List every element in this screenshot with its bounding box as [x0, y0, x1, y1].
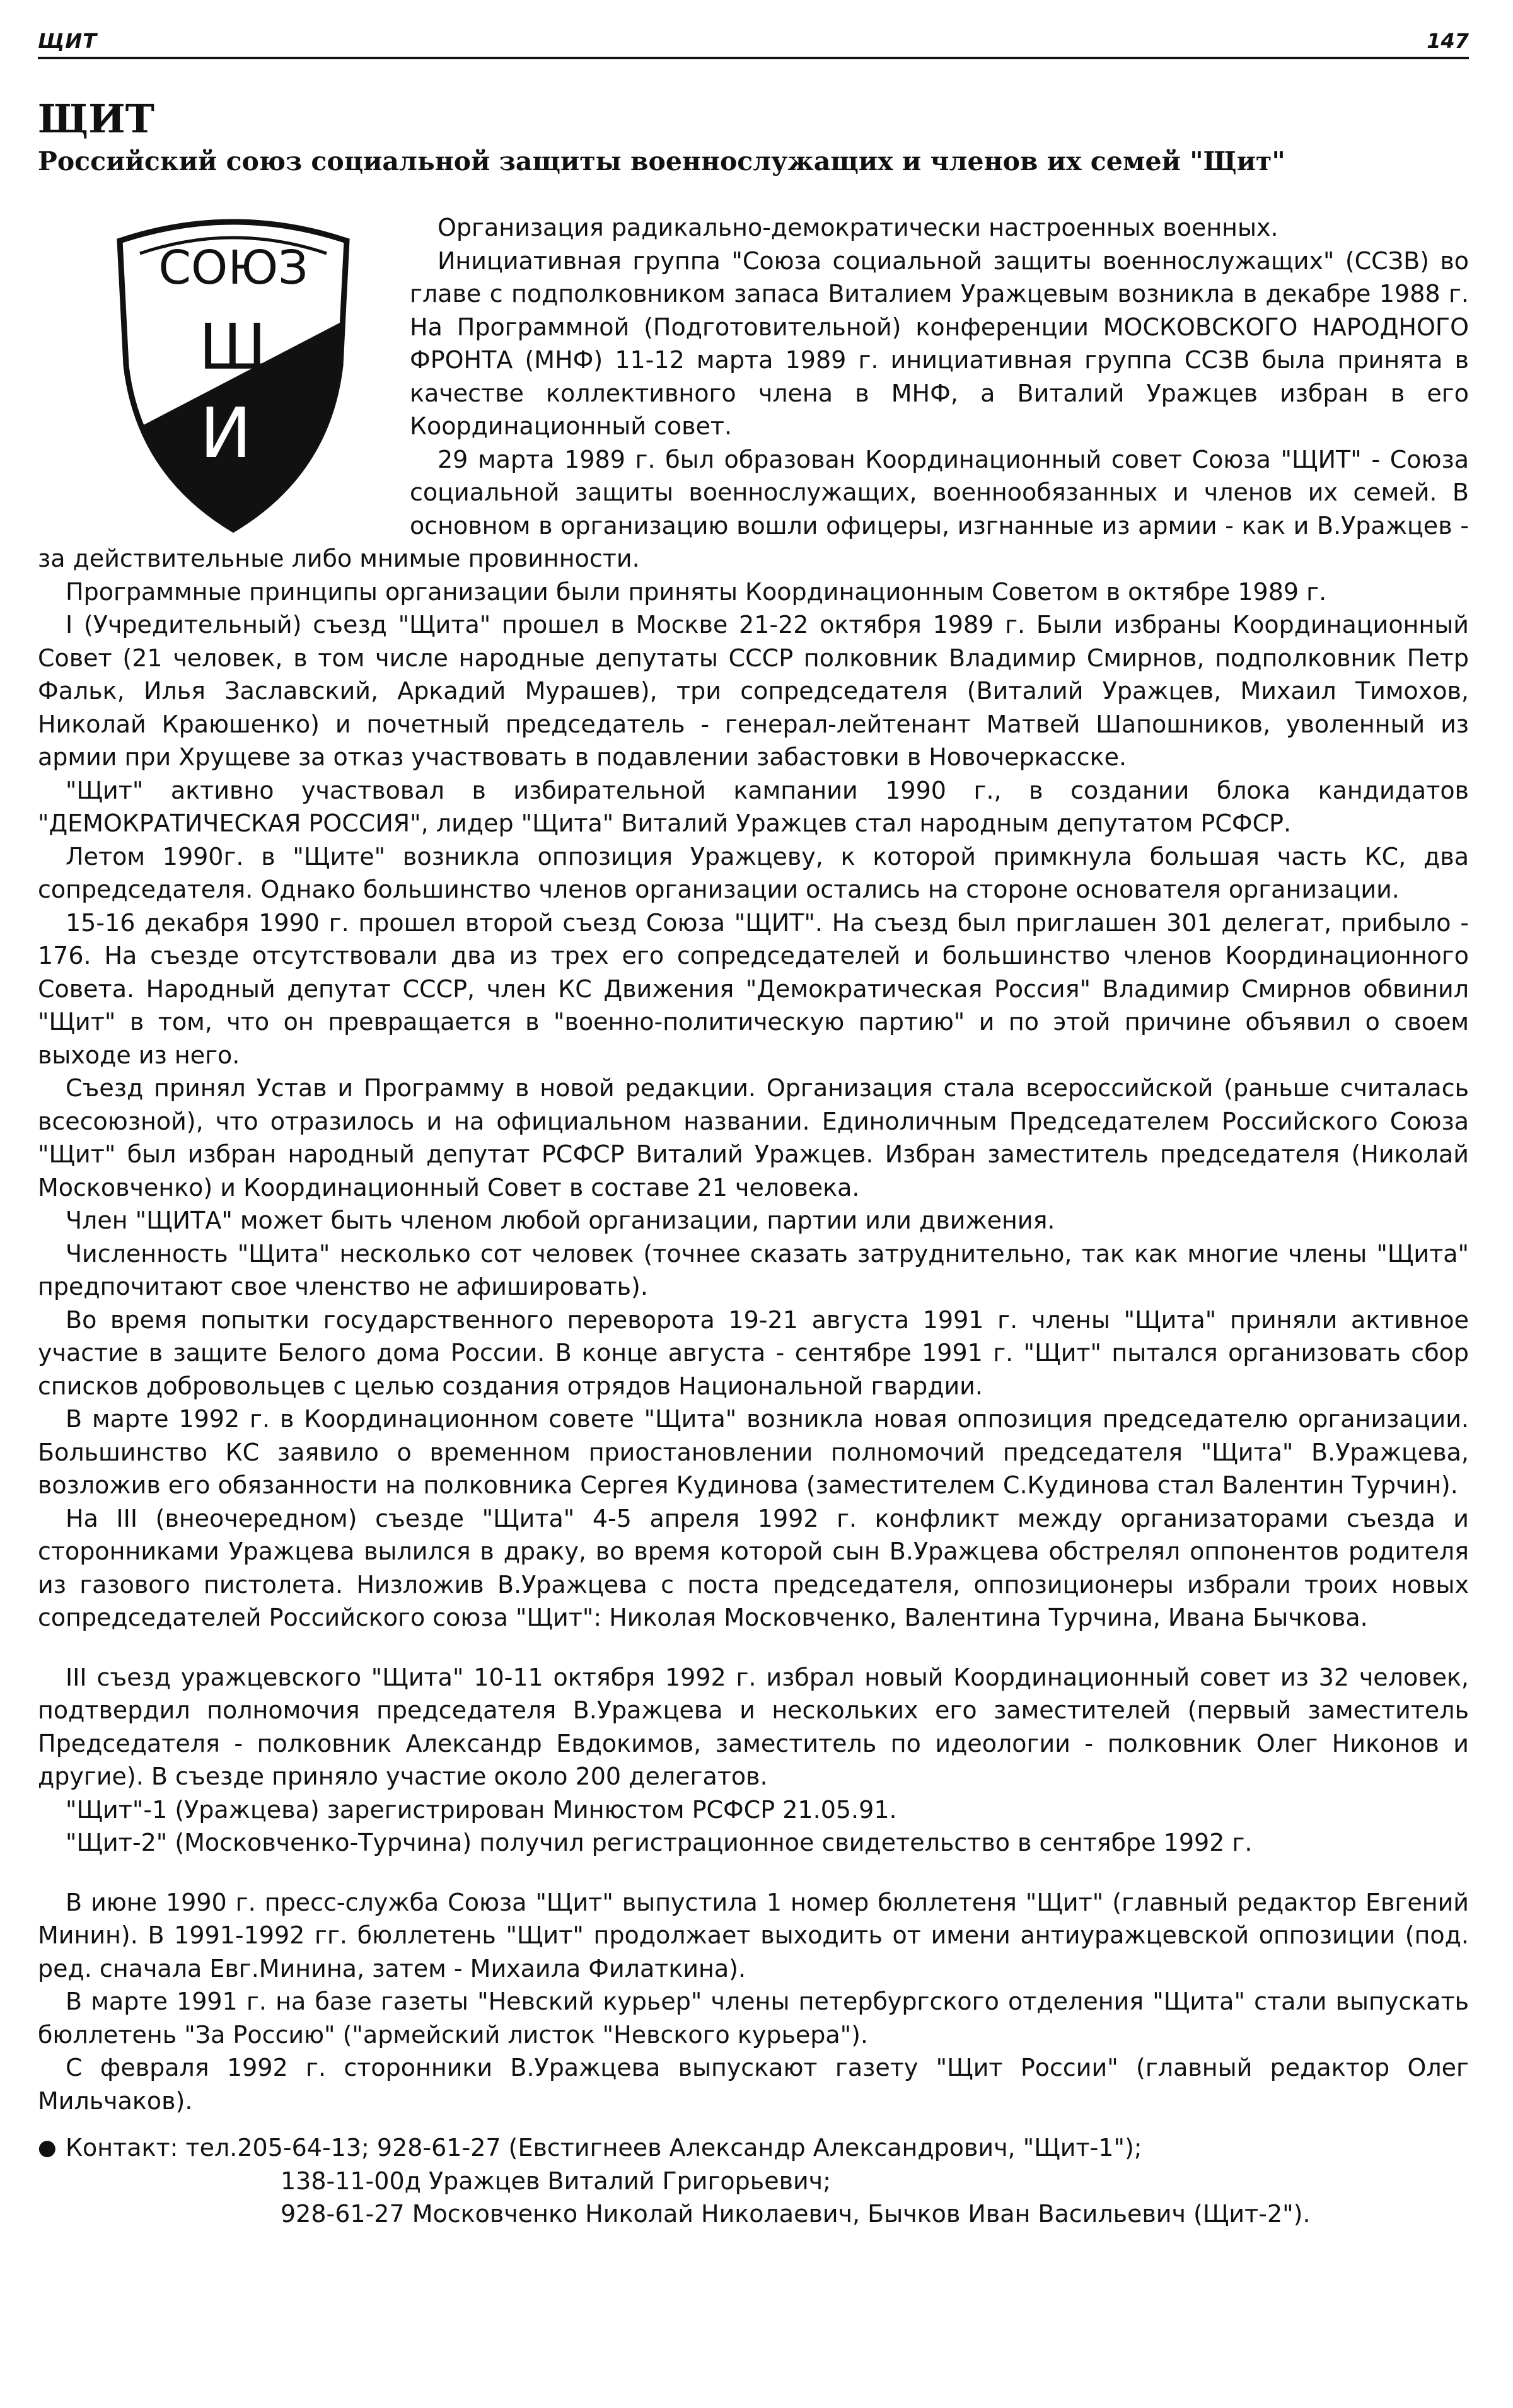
contacts-block — [38, 2131, 1469, 2231]
paragraph: Организация радикально-демократически настроенных военных. — [438, 214, 1278, 241]
contact-line — [38, 2131, 1469, 2165]
paragraph: I (Учредительный) съезд "Щита" прошел в Москве 21-22 октября 1989 г. Были избраны Координационный Совет (21 человек, в том числе народные депутаты СССР полковник Владимир Смирнов, подполковник Петр Фальк, Илья Заславский, Аркадий Мурашев), три сопредседателя (Виталий Уражцев, Михаил Тимохов, Николай Краюшенко) и почетный председатель - генерал-лейтенант Матвей Шапошников, уволенный из армии при Хрущеве за отказ участвовать в подавлении забастовки в Новочеркасске. — [38, 611, 1469, 771]
emblem-top-text: СОЮЗ — [158, 241, 308, 295]
paragraph: Летом 1990г. в "Щите" возникла оппозиция Уражцеву, к которой примкнула большая часть КС, два сопредседателя. Однако большинство членов организации остались на стороне основателя организации. — [38, 842, 1469, 903]
emblem-spacer — [38, 211, 410, 539]
bullet-icon: ● — [38, 2135, 57, 2160]
contact-line: 138-11-00д Уражцев Виталий Григорьевич; — [281, 2167, 831, 2195]
paragraph: Численность "Щита" несколько сот человек (точнее сказать затруднительно, так как многие члены "Щита" предпочитают свое членство не афишировать). — [38, 1239, 1469, 1300]
paragraph: Член "ЩИТА" может быть членом любой организации, партии или движения. — [66, 1207, 1055, 1234]
paragraph: III съезд уражцевского "Щита" 10-11 октября 1992 г. избрал новый Координационный совет из 32 человек, подтвердил полномочия председателя В.Уражцева и нескольких его заместителей (первый заместитель Председателя - полковник Александр Евдокимов, заместитель по идеологии - полковник Олег Никонов и другие). В съезде приняло участие около 200 делегатов. — [38, 1663, 1469, 1790]
paragraph: 29 марта 1989 г. был образован Координационный совет Союза "ЩИТ" - Союза социальной защиты военнослужащих, военнообязанных и членов их семей. В основном в организацию вошли офицеры, изгнанные из армии - как и В.Уражцев - за действительные либо мнимые провинности. — [38, 445, 1469, 572]
paragraph: В июне 1990 г. пресс-служба Союза "Щит" выпустила 1 номер бюллетеня "Щит" (главный редактор Евгений Минин). В 1991-1992 гг. бюллетень "Щит" продолжает выходить от имени антиуражцевской оппозиции (под. ред. сначала Евг.Минина, затем - Михаила Филаткина). — [38, 1888, 1469, 1983]
paragraph: Во время попытки государственного переворота 19-21 августа 1991 г. члены "Щита" приняли активное участие в защите Белого дома России. В конце августа - сентябре 1991 г. "Щит" пытался организовать сбор списков добровольцев с целью создания отрядов Национальной гвардии. — [38, 1305, 1469, 1400]
paragraph: На III (внеочередном) съезде "Щита" 4-5 апреля 1992 г. конфликт между организаторами съезда и сторонниками Уражцева вылился в драку, во время которой сын В.Уражцева обстрелял оппонентов родителя из газового пистолета. Низложив В.Уражцева с поста председателя, оппозиционеры избрали троих новых сопредседателей Российского союза "Щит": Николая Московченко, Валентина Турчина, Ивана Бычкова. — [38, 1504, 1469, 1631]
paragraph: Программные принципы организации были приняты Координационным Советом в октябре 1989 г. — [66, 577, 1327, 606]
article-body — [38, 211, 1469, 2231]
entry-title: ЩИТ — [38, 96, 154, 142]
paragraph: Съезд принял Устав и Программу в новой редакции. Организация стала всероссийской (раньше считалась всесоюзной), что отразилось и на официальном названии. Единоличным Председателем Российского Союза "Щит" был избран народный депутат РСФСР Виталий Уражцев. Избран заместитель председателя (Николай Московченко) и Координационный Совет в составе 21 человека. — [38, 1074, 1469, 1201]
page-header — [38, 18, 1469, 59]
emblem-middle-letter: Щ — [199, 310, 268, 384]
paragraph: Инициативная группа "Союза социальной защиты военнослужащих" (ССЗВ) во главе с подполковником запаса Виталием Уражцевым возникла в декабре 1988 г. На Программной (Подготовительной) конференции МОСКОВСКОГО НАРОДНОГО ФРОНТА (МНФ) 11-12 марта 1989 г. инициативная группа ССЗВ была принята в качестве коллективного члена в МНФ, а Виталий Уражцев избран в его Координационный совет. — [410, 246, 1469, 440]
entry-subtitle: Российский союз социальной защиты военнослужащих и членов их семей "Щит" — [38, 146, 1285, 177]
paragraph: "Щит" активно участвовал в избирательной кампании 1990 г., в создании блока кандидатов "ДЕМОКРАТИЧЕСКАЯ РОССИЯ", лидер "Щита" Виталий Уражцев стал народным депутатом РСФСР. — [38, 776, 1469, 837]
contact-text: Контакт: тел.205-64-13; 928-61-27 (Евстигнеев Александр Александрович, "Щит-1"); — [66, 2134, 1142, 2162]
paragraph: В марте 1992 г. в Координационном совете "Щита" возникла новая оппозиция председателю организации. Большинство КС заявило о временном приостановлении полномочий председателя "Щита" В.Уражцева, возложив его обязанности на полковника Сергея Кудинова (заместителем С.Кудинова стал Валентин Турчин). — [38, 1405, 1469, 1499]
paragraph: 15-16 декабря 1990 г. прошел второй съезд Союза "ЩИТ". На съезд был приглашен 301 делегат, прибыло - 176. На съезде отсутствовали два из трех его сопредседателей и большинство членов Координационного Совета. Народный депутат СССР, член КС Движения "Демократическая Россия" Владимир Смирнов обвинил "Щит" в том, что он превращается в "военно-политическую партию" и по этой причине объявил о своем выходе из него. — [38, 908, 1469, 1069]
emblem-bottom-letter: И — [199, 393, 252, 473]
page-number: 147 — [1427, 29, 1469, 53]
paragraph: В марте 1991 г. на базе газеты "Невский курьер" члены петербургского отделения "Щита" стали выпускать бюллетень "За Россию" ("армейский листок "Невского курьера"). — [38, 1988, 1469, 2049]
running-head: ЩИТ — [38, 29, 98, 53]
paragraph: С февраля 1992 г. сторонники В.Уражцева выпускают газету "Щит России" (главный редактор Олег Мильчаков). — [38, 2054, 1469, 2115]
paragraph: "Щит"-1 (Уражцева) зарегистрирован Минюстом РСФСР 21.05.91. — [66, 1795, 897, 1824]
paragraph: "Щит-2" (Московченко-Турчина) получил регистрационное свидетельство в сентябре 1992 г. — [66, 1829, 1253, 1856]
contact-line: 928-61-27 Московченко Николай Николаевич, Бычков Иван Васильевич (Щит-2"). — [281, 2200, 1311, 2228]
